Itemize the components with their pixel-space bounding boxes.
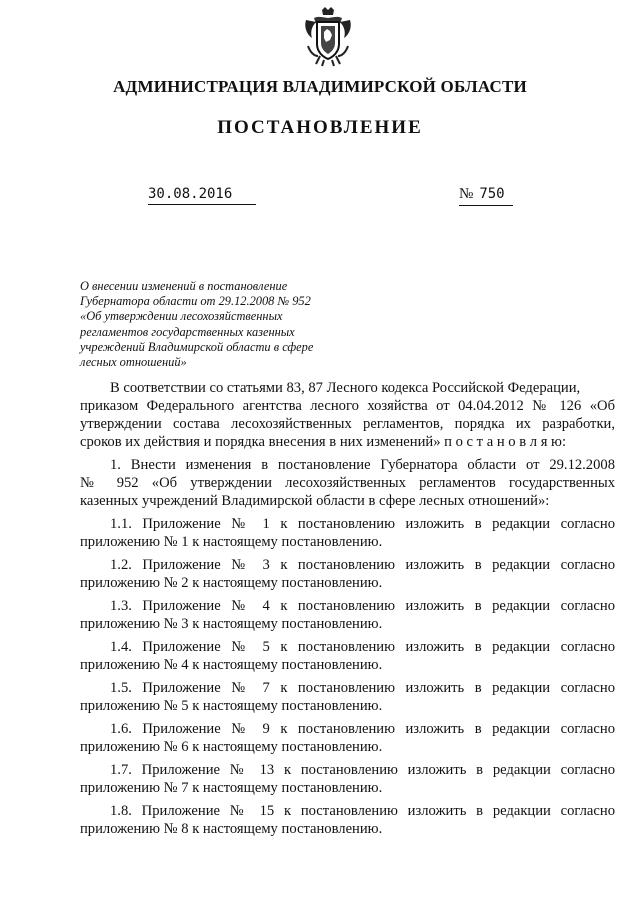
subclause-line: 1.2. Приложение № 3 к постановлению изложить в редакции согласно [110, 557, 615, 573]
organization-title: АДМИНИСТРАЦИЯ ВЛАДИМИРСКОЙ ОБЛАСТИ [113, 77, 527, 96]
subclause-line: 1.6. Приложение № 9 к постановлению изложить в редакции согласно [110, 721, 615, 737]
subject-line: лесных отношений» [80, 355, 187, 370]
subclause-line: приложению № 5 к настоящему постановлению. [80, 698, 383, 714]
subclause-line: 1.8. Приложение № 15 к постановлению изложить в редакции согласно [110, 803, 615, 819]
document-number [459, 186, 513, 206]
subclause-line: 1.4. Приложение № 5 к постановлению изложить в редакции согласно [110, 639, 615, 655]
clause-line: 1. Внести изменения в постановление Губернатора области от 29.12.2008 [110, 457, 615, 473]
number-value: 750 [479, 186, 505, 202]
subclause-line: 1.3. Приложение № 4 к постановлению изложить в редакции согласно [110, 598, 615, 614]
subject-line: регламентов государственных казенных [80, 324, 295, 339]
subclause-line: приложению № 8 к настоящему постановлению. [80, 821, 383, 837]
subject-line: «Об утверждении лесохозяйственных [80, 309, 283, 324]
subclause-line: приложению № 3 к настоящему постановлению. [80, 616, 383, 632]
clause-line: казенных учреждений Владимирской области в сфере лесных отношений»: [80, 493, 550, 509]
subclause-line: 1.7. Приложение № 13 к постановлению изложить в редакции согласно [110, 762, 615, 778]
subclause-line: приложению № 2 к настоящему постановлению. [80, 575, 383, 591]
subject-line: О внесении изменений в постановление [80, 279, 288, 293]
clause-line: № 952 «Об утверждении лесохозяйственных регламентов государственных [80, 475, 615, 491]
preamble-line: сроков их действия и порядка внесения в них изменений» п о с т а н о в л я ю: [80, 434, 567, 450]
document-date: 30.08.2016 [148, 186, 256, 205]
preamble-line: утверждении состава лесохозяйственных регламентов, порядка их разработки, [80, 416, 615, 432]
subject-line: учреждений Владимирской области в сфере [80, 339, 314, 354]
subclause-line: приложению № 1 к настоящему постановлению. [80, 534, 383, 550]
document-subject [80, 279, 380, 370]
document-type-title: ПОСТАНОВЛЕНИЕ [217, 117, 423, 138]
preamble-line: приказом Федерального агентства лесного хозяйства от 04.04.2012 № 126 «Об [80, 398, 615, 414]
document-body [80, 379, 615, 838]
subject-line: Губернатора области от 29.12.2008 № 952 [80, 294, 311, 309]
subclause-line: приложению № 4 к настоящему постановлению. [80, 657, 383, 673]
preamble-line: В соответствии со статьями 83, 87 Лесного кодекса Российской Федерации, [110, 380, 581, 396]
number-sign: № [459, 186, 474, 202]
subclause-line: 1.5. Приложение № 7 к постановлению изложить в редакции согласно [110, 680, 615, 696]
subclause-line: приложению № 6 к настоящему постановлению. [80, 739, 383, 755]
subclause-line: 1.1. Приложение № 1 к постановлению изложить в редакции согласно [110, 516, 615, 532]
subclause-line: приложению № 7 к настоящему постановлению. [80, 780, 383, 796]
coat-of-arms-icon [300, 6, 356, 68]
